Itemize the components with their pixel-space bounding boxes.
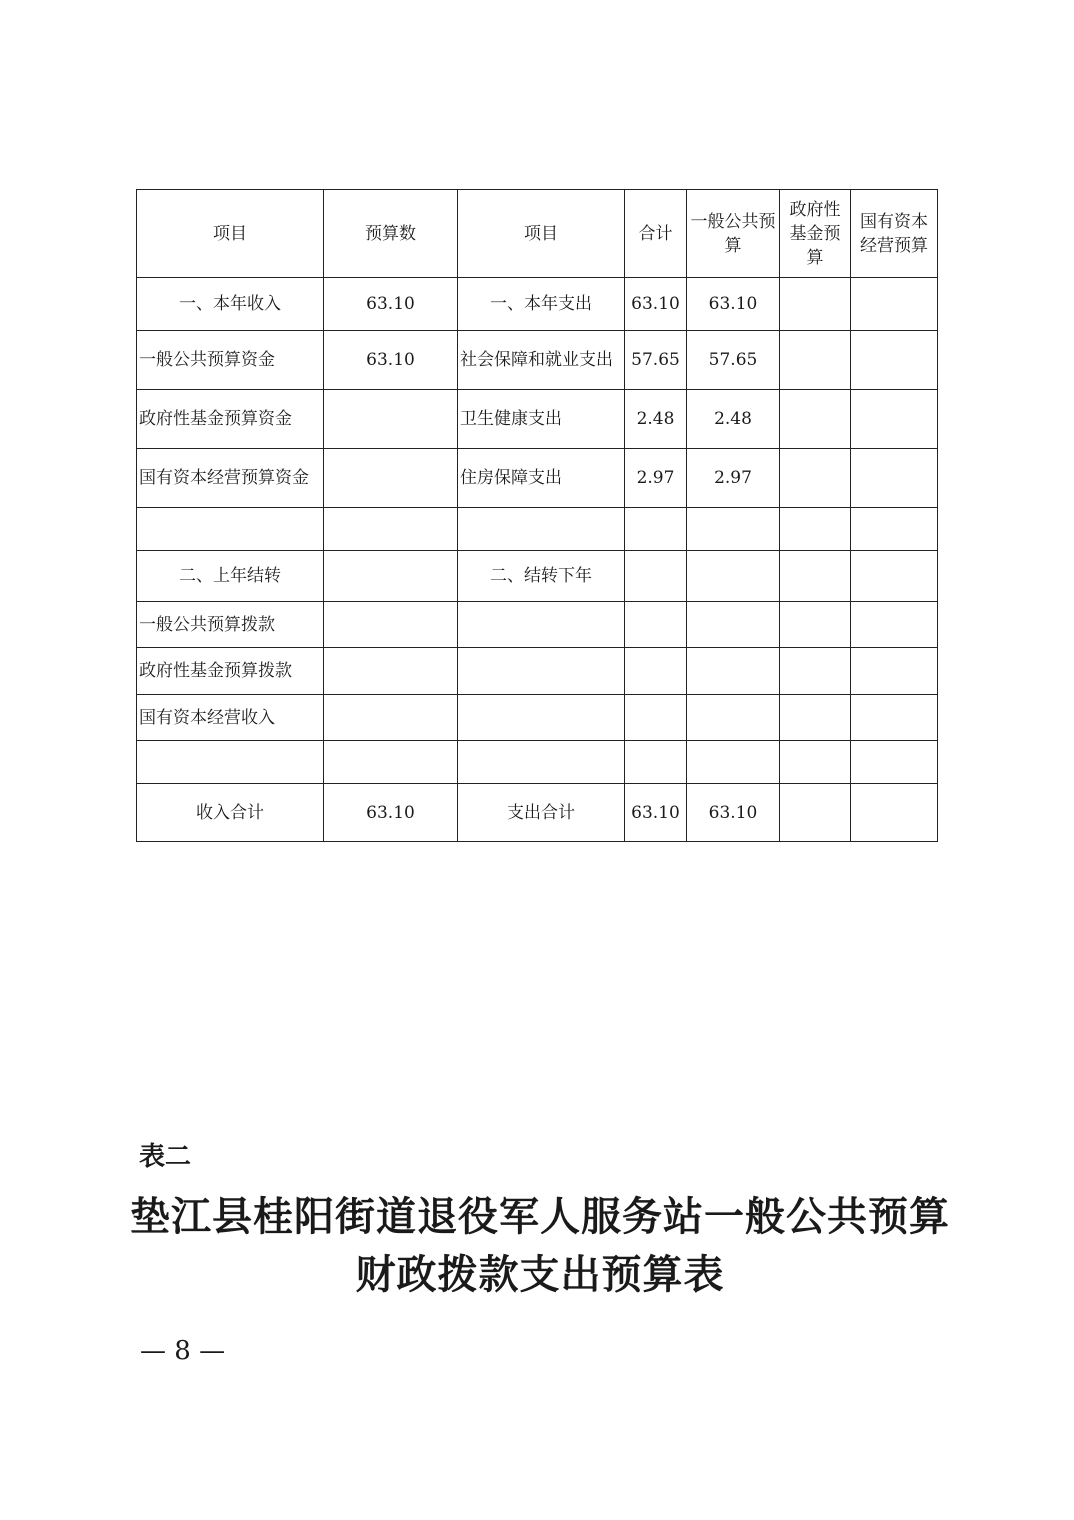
table-cell: 二、上年结转 xyxy=(137,551,324,602)
table-cell xyxy=(687,695,780,741)
table-cell: 63.10 xyxy=(324,784,458,842)
table-cell: 收入合计 xyxy=(137,784,324,842)
table-cell: 57.65 xyxy=(625,331,687,390)
table-cell xyxy=(625,695,687,741)
table-cell xyxy=(780,551,851,602)
table-row xyxy=(137,331,938,390)
table-cell xyxy=(324,602,458,648)
title-line-2: 财政拨款支出预算表 xyxy=(355,1251,725,1298)
header-cell: 政府性基金预算 xyxy=(780,190,851,278)
table-cell: 住房保障支出 xyxy=(458,449,625,508)
table-cell: 63.10 xyxy=(625,278,687,331)
table-cell: 一、本年收入 xyxy=(137,278,324,331)
header-cell: 一般公共预算 xyxy=(687,190,780,278)
table-cell: 支出合计 xyxy=(458,784,625,842)
table-cell xyxy=(780,331,851,390)
table-cell xyxy=(458,508,625,551)
table-cell: 卫生健康支出 xyxy=(458,390,625,449)
page-title xyxy=(100,1188,980,1304)
table-cell xyxy=(625,648,687,695)
table-cell xyxy=(780,784,851,842)
table-cell: 2.97 xyxy=(687,449,780,508)
table-cell: 一、本年支出 xyxy=(458,278,625,331)
table-cell: 政府性基金预算拨款 xyxy=(137,648,324,695)
table-row xyxy=(137,784,938,842)
table-cell xyxy=(687,648,780,695)
table-cell: 63.10 xyxy=(687,278,780,331)
table-row xyxy=(137,449,938,508)
table-cell xyxy=(851,278,938,331)
table-cell xyxy=(324,508,458,551)
table-cell: 一般公共预算拨款 xyxy=(137,602,324,648)
table-cell xyxy=(324,648,458,695)
table-cell xyxy=(458,648,625,695)
table-cell xyxy=(851,695,938,741)
table-cell: 国有资本经营预算资金 xyxy=(137,449,324,508)
table-cell: 二、结转下年 xyxy=(458,551,625,602)
table-row xyxy=(137,551,938,602)
table-cell xyxy=(851,602,938,648)
table-cell xyxy=(324,449,458,508)
table-cell xyxy=(851,551,938,602)
table-cell: 63.10 xyxy=(324,278,458,331)
table-cell xyxy=(780,741,851,784)
table-cell xyxy=(625,602,687,648)
table-cell xyxy=(324,695,458,741)
header-cell: 合计 xyxy=(625,190,687,278)
table-cell xyxy=(851,390,938,449)
section-label: 表二 xyxy=(139,1142,192,1172)
table-cell xyxy=(780,278,851,331)
table-cell xyxy=(625,741,687,784)
page-number: — 8 — xyxy=(140,1336,226,1366)
table-cell xyxy=(687,602,780,648)
table-cell: 一般公共预算资金 xyxy=(137,331,324,390)
table-cell xyxy=(780,508,851,551)
table-cell xyxy=(324,390,458,449)
table-row xyxy=(137,695,938,741)
table-header-row xyxy=(137,190,938,278)
table-cell xyxy=(780,390,851,449)
table-cell xyxy=(625,551,687,602)
table-cell xyxy=(687,741,780,784)
table-cell xyxy=(851,741,938,784)
table-cell xyxy=(780,695,851,741)
table-cell: 57.65 xyxy=(687,331,780,390)
table-cell: 2.48 xyxy=(687,390,780,449)
table-cell: 63.10 xyxy=(625,784,687,842)
table-cell xyxy=(780,449,851,508)
header-cell: 项目 xyxy=(458,190,625,278)
table-cell xyxy=(458,741,625,784)
table-row xyxy=(137,741,938,784)
table-cell: 2.97 xyxy=(625,449,687,508)
table-row xyxy=(137,602,938,648)
table-cell xyxy=(851,508,938,551)
table-cell xyxy=(851,648,938,695)
table-cell xyxy=(137,741,324,784)
table-cell: 国有资本经营收入 xyxy=(137,695,324,741)
table-cell xyxy=(851,449,938,508)
title-line-1: 垫江县桂阳街道退役军人服务站一般公共预算 xyxy=(130,1193,950,1240)
table-cell xyxy=(851,331,938,390)
table-cell xyxy=(137,508,324,551)
table-row xyxy=(137,648,938,695)
table-cell: 社会保障和就业支出 xyxy=(458,331,625,390)
table-cell xyxy=(851,784,938,842)
table-cell xyxy=(458,602,625,648)
table-row xyxy=(137,278,938,331)
table-row xyxy=(137,508,938,551)
table-cell xyxy=(687,551,780,602)
table-cell xyxy=(625,508,687,551)
table-cell: 63.10 xyxy=(687,784,780,842)
table-cell xyxy=(780,602,851,648)
table-cell xyxy=(324,741,458,784)
table-cell: 2.48 xyxy=(625,390,687,449)
table-cell xyxy=(687,508,780,551)
header-cell: 预算数 xyxy=(324,190,458,278)
table-cell: 政府性基金预算资金 xyxy=(137,390,324,449)
budget-table xyxy=(136,189,938,842)
header-cell: 项目 xyxy=(137,190,324,278)
table-row xyxy=(137,390,938,449)
table-cell xyxy=(458,695,625,741)
header-cell: 国有资本经营预算 xyxy=(851,190,938,278)
table-cell xyxy=(780,648,851,695)
table-cell: 63.10 xyxy=(324,331,458,390)
table-cell xyxy=(324,551,458,602)
